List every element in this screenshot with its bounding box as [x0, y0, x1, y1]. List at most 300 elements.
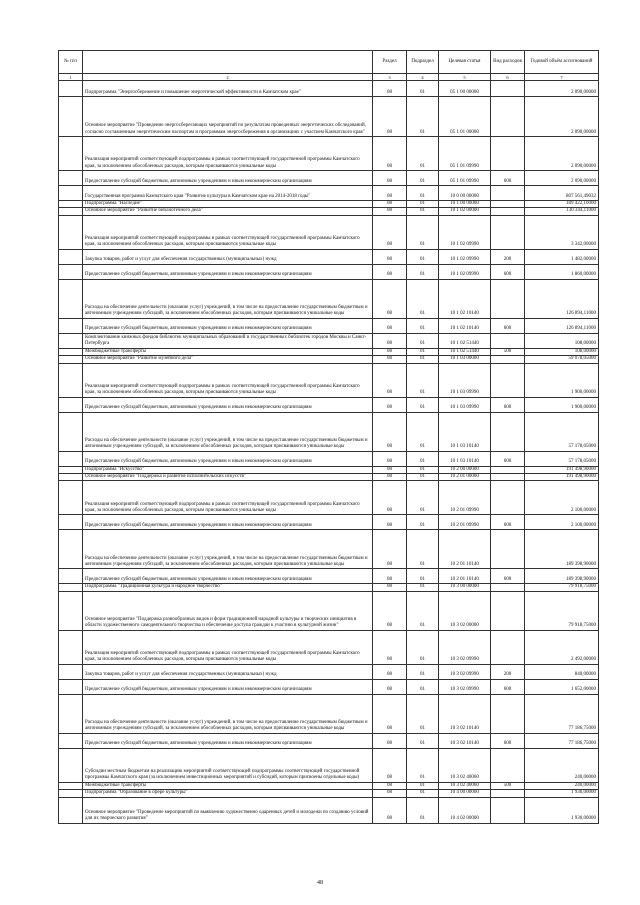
cell-number: [59, 186, 83, 201]
cell-razdel: 08: [373, 584, 407, 591]
cell-name: Подпрограмма "Искусство": [83, 466, 373, 473]
cell-statya: 10 1 03 00000: [439, 356, 491, 363]
cell-statya: 10 1 02 10140: [439, 279, 491, 318]
cell-number: [59, 264, 83, 279]
cell-podrazdel: 01: [407, 318, 439, 333]
cell-razdel: 08: [373, 481, 407, 515]
cell-statya: 10 2 01 10140: [439, 530, 491, 569]
cell-sum: 77 186,75000: [525, 694, 599, 733]
table-row: [59, 81, 599, 97]
cell-sum: 57 178,05000: [525, 451, 599, 466]
cell-vid: 200: [491, 249, 525, 264]
cell-vid: [491, 790, 525, 797]
cell-number: [59, 474, 83, 481]
cell-podrazdel: 01: [407, 356, 439, 363]
cell-razdel: 08: [373, 782, 407, 789]
cell-name: Расходы на обеспечение деятельности (оказание услуг) учреждений, в том числе на предоставление государственным бюджетным и автономным учреждениям субсидий, за исключением обособленных расходов, которым присваиваются уникальные коды: [83, 694, 373, 733]
cell-number: [59, 630, 83, 664]
budget-table: [58, 50, 599, 824]
cell-sum: 2 090,00000: [525, 81, 599, 97]
cell-podrazdel: 01: [407, 474, 439, 481]
cell-sum: 1 860,00000: [525, 264, 599, 279]
cell-vid: [491, 333, 525, 348]
cell-podrazdel: 01: [407, 208, 439, 215]
table-row: [59, 530, 599, 569]
table-row: [59, 171, 599, 186]
cell-statya: 10 3 00 00000: [439, 584, 491, 591]
cell-statya: 05 1 01 00000: [439, 97, 491, 137]
cell-name: Подпрограмма "Наследие": [83, 201, 373, 208]
cell-name: Предоставление субсидий бюджетным, автономным учреждениям и иным некоммерческим организациям: [83, 397, 373, 412]
cell-vid: [491, 201, 525, 208]
page-number: 48: [317, 880, 323, 886]
cell-vid: [491, 279, 525, 318]
table-row: [59, 264, 599, 279]
cell-number: [59, 249, 83, 264]
cell-razdel: 08: [373, 279, 407, 318]
cell-vid: 600: [491, 451, 525, 466]
cell-razdel: 08: [373, 515, 407, 530]
cell-vid: [491, 356, 525, 363]
cell-name: Подпрограмма "Энергосбережение и повышение энергетической эффективности в Камчатском крае": [83, 81, 373, 97]
cell-podrazdel: 01: [407, 348, 439, 355]
table-row: [59, 591, 599, 630]
cell-razdel: 08: [373, 363, 407, 397]
cell-number: [59, 790, 83, 797]
cell-number: [59, 569, 83, 584]
table-row: [59, 215, 599, 249]
cell-podrazdel: 01: [407, 279, 439, 318]
cell-sum: 57 178,05000: [525, 412, 599, 451]
header-name: [83, 51, 373, 74]
cell-razdel: 08: [373, 679, 407, 694]
table-row: [59, 748, 599, 782]
cell-razdel: 08: [373, 412, 407, 451]
cell-vid: 600: [491, 318, 525, 333]
table-row: [59, 782, 599, 789]
cell-podrazdel: 01: [407, 264, 439, 279]
cell-number: [59, 664, 83, 679]
cell-podrazdel: 01: [407, 569, 439, 584]
cell-name: Межбюджетные трансферты: [83, 348, 373, 355]
cell-name: Расходы на обеспечение деятельности (оказание услуг) учреждений, в том числе на предоставление государственным бюджетным и автономным учреждениям субсидий, за исключением обособленных расходов, которым присваиваются уникальные коды: [83, 412, 373, 451]
cell-vid: [491, 591, 525, 630]
cell-sum: 191 498,90000: [525, 474, 599, 481]
table-row: [59, 797, 599, 823]
cell-podrazdel: 01: [407, 515, 439, 530]
cell-sum: 1 900,00000: [525, 363, 599, 397]
table-row: [59, 790, 599, 797]
cell-podrazdel: 01: [407, 694, 439, 733]
column-number: 1: [59, 74, 83, 81]
table-row: [59, 412, 599, 451]
cell-razdel: 08: [373, 474, 407, 481]
cell-name: Основное мероприятие "Проведение мероприятий по выявлению художественно одаренных детей и молодежи по созданию условий для их творческого развития": [83, 797, 373, 823]
cell-podrazdel: 01: [407, 584, 439, 591]
cell-name: Реализация мероприятий соответствующей подпрограммы в рамках соответствующей государственной программы Камчатского края, за исключением обособленных расходов, которым присваиваются уникальные коды: [83, 630, 373, 664]
cell-razdel: 08: [373, 215, 407, 249]
cell-razdel: 08: [373, 733, 407, 748]
cell-name: Подпрограмма "Традиционная культура и народное творчество": [83, 584, 373, 591]
table-row: [59, 208, 599, 215]
cell-vid: [491, 481, 525, 515]
cell-podrazdel: 01: [407, 97, 439, 137]
cell-vid: [491, 208, 525, 215]
cell-razdel: 08: [373, 208, 407, 215]
cell-number: [59, 481, 83, 515]
cell-sum: 240,00000: [525, 782, 599, 789]
cell-vid: [491, 466, 525, 473]
cell-name: Государственная программа Камчатского края "Развитие культуры в Камчатском крае на 2014-2018 годы": [83, 186, 373, 201]
cell-podrazdel: 01: [407, 186, 439, 201]
cell-sum: 240,00000: [525, 748, 599, 782]
cell-number: [59, 81, 83, 97]
cell-name: Реализация мероприятий соответствующей подпрограммы в рамках соответствующей государственной программы Камчатского края, за исключением обособленных расходов, которым присваиваются уникальные коды: [83, 363, 373, 397]
cell-number: [59, 137, 83, 171]
cell-name: Предоставление субсидий бюджетным, автономным учреждениям и иным некоммерческим организациям: [83, 515, 373, 530]
cell-podrazdel: 01: [407, 81, 439, 97]
cell-statya: 10 1 02 00000: [439, 208, 491, 215]
cell-name: Закупка товаров, работ и услуг для обеспечения государственных (муниципальных) нужд: [83, 249, 373, 264]
table-row: [59, 318, 599, 333]
cell-statya: 05 1 01 09990: [439, 137, 491, 171]
cell-razdel: 08: [373, 201, 407, 208]
cell-vid: [491, 530, 525, 569]
cell-statya: 10 2 01 00000: [439, 474, 491, 481]
cell-sum: 1 652,00000: [525, 679, 599, 694]
table-row: [59, 333, 599, 348]
cell-statya: 10 3 02 10140: [439, 733, 491, 748]
table-row: [59, 137, 599, 171]
cell-statya: 10 3 02 00000: [439, 591, 491, 630]
cell-vid: [491, 215, 525, 249]
cell-razdel: 08: [373, 171, 407, 186]
cell-sum: 189 398,90000: [525, 569, 599, 584]
cell-razdel: 08: [373, 591, 407, 630]
table-row: [59, 279, 599, 318]
cell-razdel: 08: [373, 318, 407, 333]
cell-sum: 108,00000: [525, 333, 599, 348]
cell-razdel: 08: [373, 356, 407, 363]
cell-vid: 600: [491, 679, 525, 694]
cell-sum: 130 344,11000: [525, 208, 599, 215]
table-row: [59, 186, 599, 201]
cell-razdel: 08: [373, 397, 407, 412]
table-row: [59, 397, 599, 412]
cell-podrazdel: 01: [407, 333, 439, 348]
cell-razdel: 08: [373, 249, 407, 264]
cell-razdel: 08: [373, 630, 407, 664]
cell-podrazdel: 01: [407, 201, 439, 208]
cell-vid: [491, 630, 525, 664]
cell-podrazdel: 01: [407, 733, 439, 748]
cell-sum: 79 918,75000: [525, 584, 599, 591]
cell-sum: 840,00000: [525, 664, 599, 679]
table-row: [59, 584, 599, 591]
column-number: 4: [407, 74, 439, 81]
cell-statya: 10 4 00 00000: [439, 790, 491, 797]
cell-name: Основное мероприятие "Проведение энергосберегающих мероприятий по результатам проведенных энергетических обследований, согласно составленным энергетическим паспортам и программам энергосбережения в организациях с участием Камчатского края": [83, 97, 373, 137]
cell-razdel: 08: [373, 333, 407, 348]
cell-statya: 10 3 02 09990: [439, 679, 491, 694]
cell-statya: 10 1 03 10140: [439, 451, 491, 466]
cell-vid: 600: [491, 264, 525, 279]
cell-statya: 10 2 01 09990: [439, 515, 491, 530]
cell-statya: 10 1 02 51440: [439, 333, 491, 348]
cell-razdel: 08: [373, 797, 407, 823]
column-number: 5: [439, 74, 491, 81]
cell-number: [59, 694, 83, 733]
cell-podrazdel: 01: [407, 481, 439, 515]
cell-sum: 189 422,16000: [525, 201, 599, 208]
cell-vid: [491, 797, 525, 823]
table-body: [59, 81, 599, 824]
cell-number: [59, 97, 83, 137]
cell-vid: 600: [491, 171, 525, 186]
cell-podrazdel: 01: [407, 137, 439, 171]
cell-number: [59, 356, 83, 363]
cell-vid: [491, 81, 525, 97]
cell-vid: 500: [491, 782, 525, 789]
table-row: [59, 474, 599, 481]
cell-statya: 05 1 01 09990: [439, 171, 491, 186]
cell-statya: 10 1 02 09990: [439, 249, 491, 264]
cell-sum: 59 078,05000: [525, 356, 599, 363]
cell-razdel: 08: [373, 137, 407, 171]
cell-name: Предоставление субсидий бюджетным, автономным учреждениям и иным некоммерческим организациям: [83, 451, 373, 466]
table-row: [59, 481, 599, 515]
cell-number: [59, 591, 83, 630]
cell-statya: 10 1 02 10140: [439, 318, 491, 333]
cell-statya: 10 0 00 00000: [439, 186, 491, 201]
cell-statya: 10 1 03 09990: [439, 397, 491, 412]
cell-number: [59, 201, 83, 208]
cell-number: [59, 748, 83, 782]
cell-podrazdel: 01: [407, 679, 439, 694]
header-podrazdel: Подраздел: [407, 51, 439, 74]
cell-razdel: 08: [373, 264, 407, 279]
cell-podrazdel: 01: [407, 451, 439, 466]
cell-sum: 1 482,00000: [525, 249, 599, 264]
cell-razdel: 08: [373, 81, 407, 97]
cell-podrazdel: 01: [407, 466, 439, 473]
cell-sum: 2 090,00000: [525, 137, 599, 171]
cell-vid: [491, 412, 525, 451]
cell-sum: 2 492,00000: [525, 630, 599, 664]
table-row: [59, 97, 599, 137]
table-row: [59, 733, 599, 748]
cell-sum: 1 930,00000: [525, 797, 599, 823]
header-razdel: Раздел: [373, 51, 407, 74]
cell-number: [59, 215, 83, 249]
cell-sum: 2 100,00000: [525, 515, 599, 530]
cell-podrazdel: 01: [407, 530, 439, 569]
table-row: [59, 466, 599, 473]
cell-sum: 807 561,49032: [525, 186, 599, 201]
table-header-row: [59, 51, 599, 74]
table-row: [59, 630, 599, 664]
cell-name: Комплектование книжных фондов библиотек муниципальных образований и государственных библиотек городов Москвы и Санкт-Петербурга: [83, 333, 373, 348]
cell-vid: [491, 97, 525, 137]
cell-statya: 10 3 02 09990: [439, 664, 491, 679]
cell-statya: 10 3 02 09990: [439, 630, 491, 664]
cell-number: [59, 515, 83, 530]
cell-vid: [491, 748, 525, 782]
cell-sum: 191 498,90000: [525, 466, 599, 473]
cell-number: [59, 318, 83, 333]
cell-podrazdel: 01: [407, 790, 439, 797]
cell-number: [59, 397, 83, 412]
cell-podrazdel: 01: [407, 397, 439, 412]
header-sum: Годовой объём ассигнований: [525, 51, 599, 74]
cell-number: [59, 451, 83, 466]
cell-statya: 10 1 02 09990: [439, 264, 491, 279]
cell-razdel: 08: [373, 186, 407, 201]
cell-number: [59, 171, 83, 186]
cell-name: Предоставление субсидий бюджетным, автономным учреждениям и иным некоммерческим организациям: [83, 171, 373, 186]
cell-statya: 10 2 01 10140: [439, 569, 491, 584]
cell-number: [59, 466, 83, 473]
cell-name: Предоставление субсидий бюджетным, автономным учреждениям и иным некоммерческим организациям: [83, 679, 373, 694]
cell-statya: 10 3 02 10140: [439, 694, 491, 733]
cell-statya: 10 3 02 40060: [439, 782, 491, 789]
cell-name: Реализация мероприятий соответствующей подпрограммы в рамках соответствующей государственной программы Камчатского края, за исключением обособленных расходов, которым присваиваются уникальные коды: [83, 137, 373, 171]
cell-podrazdel: 01: [407, 664, 439, 679]
cell-name: Основное мероприятие "Развитие музейного дела": [83, 356, 373, 363]
cell-statya: 10 3 02 40060: [439, 748, 491, 782]
cell-razdel: 08: [373, 466, 407, 473]
cell-statya: 10 1 02 09990: [439, 215, 491, 249]
cell-sum: 126 894,11000: [525, 318, 599, 333]
header-statya: Целевая статья: [439, 51, 491, 74]
cell-razdel: 08: [373, 664, 407, 679]
cell-number: [59, 584, 83, 591]
cell-number: [59, 679, 83, 694]
cell-statya: 10 2 01 09990: [439, 481, 491, 515]
cell-name: Предоставление субсидий бюджетным, автономным учреждениям и иным некоммерческим организациям: [83, 569, 373, 584]
cell-vid: [491, 186, 525, 201]
cell-number: [59, 412, 83, 451]
cell-name: Предоставление субсидий бюджетным, автономным учреждениям и иным некоммерческим организациям: [83, 318, 373, 333]
cell-name: Основное мероприятие "Развитие библиотечного дела": [83, 208, 373, 215]
cell-number: [59, 208, 83, 215]
table-row: [59, 569, 599, 584]
cell-name: Основное мероприятие "Поддержка разнообразных видов и форм традиционной народной культуры и творческих инициатив в области художественного самодеятельного творчества и обеспечение доступа граждан к участию в культурной жизни": [83, 591, 373, 630]
cell-podrazdel: 01: [407, 363, 439, 397]
table-row: [59, 451, 599, 466]
cell-name: Предоставление субсидий бюджетным, автономным учреждениям и иным некоммерческим организациям: [83, 264, 373, 279]
cell-razdel: 08: [373, 748, 407, 782]
cell-statya: 10 1 02 51440: [439, 348, 491, 355]
cell-name: Основное мероприятие "Поддержка и развитие исполнительских искусств": [83, 474, 373, 481]
cell-vid: 500: [491, 348, 525, 355]
cell-vid: 600: [491, 515, 525, 530]
cell-statya: 10 1 00 00000: [439, 201, 491, 208]
cell-name: Предоставление субсидий бюджетным, автономным учреждениям и иным некоммерческим организациям: [83, 733, 373, 748]
table-row: [59, 356, 599, 363]
cell-vid: 200: [491, 664, 525, 679]
cell-statya: 10 1 03 10140: [439, 412, 491, 451]
cell-sum: 2 090,00000: [525, 171, 599, 186]
header-vid: Вид расходов: [491, 51, 525, 74]
cell-razdel: 08: [373, 451, 407, 466]
column-number-row: [59, 74, 599, 81]
cell-number: [59, 333, 83, 348]
cell-podrazdel: 01: [407, 748, 439, 782]
cell-sum: 108,00000: [525, 348, 599, 355]
cell-podrazdel: 01: [407, 249, 439, 264]
cell-razdel: 08: [373, 348, 407, 355]
cell-statya: 10 4 02 00000: [439, 797, 491, 823]
cell-podrazdel: 01: [407, 797, 439, 823]
table-row: [59, 249, 599, 264]
cell-number: [59, 530, 83, 569]
cell-sum: 1 930,00000: [525, 790, 599, 797]
column-number: 2: [83, 74, 373, 81]
cell-name: Реализация мероприятий соответствующей подпрограммы в рамках соответствующей государственной программы Камчатского края, за исключением обособленных расходов, которым присваиваются уникальные коды: [83, 481, 373, 515]
cell-vid: 600: [491, 397, 525, 412]
cell-sum: 79 918,75000: [525, 591, 599, 630]
cell-name: Расходы на обеспечение деятельности (оказание услуг) учреждений, в том числе на предоставление государственным бюджетным и автономным учреждениям субсидий, за исключением обособленных расходов, которым присваиваются уникальные коды: [83, 530, 373, 569]
cell-vid: [491, 474, 525, 481]
cell-sum: 77 186,75000: [525, 733, 599, 748]
cell-sum: 2 100,00000: [525, 481, 599, 515]
cell-vid: [491, 694, 525, 733]
column-number: 7: [525, 74, 599, 81]
column-number: 3: [373, 74, 407, 81]
cell-statya: 10 1 03 09990: [439, 363, 491, 397]
table-row: [59, 201, 599, 208]
cell-number: [59, 348, 83, 355]
cell-name: Закупка товаров, работ и услуг для обеспечения государственных (муниципальных) нужд: [83, 664, 373, 679]
cell-razdel: 08: [373, 97, 407, 137]
cell-sum: 1 900,00000: [525, 397, 599, 412]
cell-sum: 2 090,00000: [525, 97, 599, 137]
cell-razdel: 08: [373, 569, 407, 584]
cell-vid: 600: [491, 569, 525, 584]
cell-statya: 10 2 00 00000: [439, 466, 491, 473]
header-number: № п/п: [59, 51, 83, 74]
cell-razdel: 08: [373, 530, 407, 569]
cell-number: [59, 797, 83, 823]
table-row: [59, 363, 599, 397]
cell-sum: 3 342,00000: [525, 215, 599, 249]
cell-podrazdel: 01: [407, 171, 439, 186]
table-row: [59, 515, 599, 530]
cell-name: Реализация мероприятий соответствующей подпрограммы в рамках соответствующей государственной программы Камчатского края, за исключением обособленных расходов, которым присваиваются уникальные коды: [83, 215, 373, 249]
cell-podrazdel: 01: [407, 591, 439, 630]
column-number: 6: [491, 74, 525, 81]
cell-number: [59, 279, 83, 318]
cell-podrazdel: 01: [407, 215, 439, 249]
cell-name: Подпрограмма "Образование в сфере культуры": [83, 790, 373, 797]
table-row: [59, 664, 599, 679]
table-row: [59, 679, 599, 694]
cell-name: Субсидии местным бюджетам на реализацию мероприятий соответствующей подпрограммы соответствующей государственной программы Камчатского края (за исключением инвестиционных мероприятий и субсидий, которым присвоены отдельные коды): [83, 748, 373, 782]
cell-number: [59, 363, 83, 397]
cell-vid: [491, 363, 525, 397]
cell-vid: [491, 137, 525, 171]
cell-name: Расходы на обеспечение деятельности (оказание услуг) учреждений, в том числе на предоставление государственным бюджетным и автономным учреждениям субсидий, за исключением обособленных расходов, которым присваиваются уникальные коды: [83, 279, 373, 318]
cell-podrazdel: 01: [407, 412, 439, 451]
cell-vid: 600: [491, 733, 525, 748]
cell-podrazdel: 01: [407, 782, 439, 789]
table-row: [59, 348, 599, 355]
cell-razdel: 08: [373, 694, 407, 733]
cell-vid: [491, 584, 525, 591]
cell-number: [59, 733, 83, 748]
table-row: [59, 694, 599, 733]
